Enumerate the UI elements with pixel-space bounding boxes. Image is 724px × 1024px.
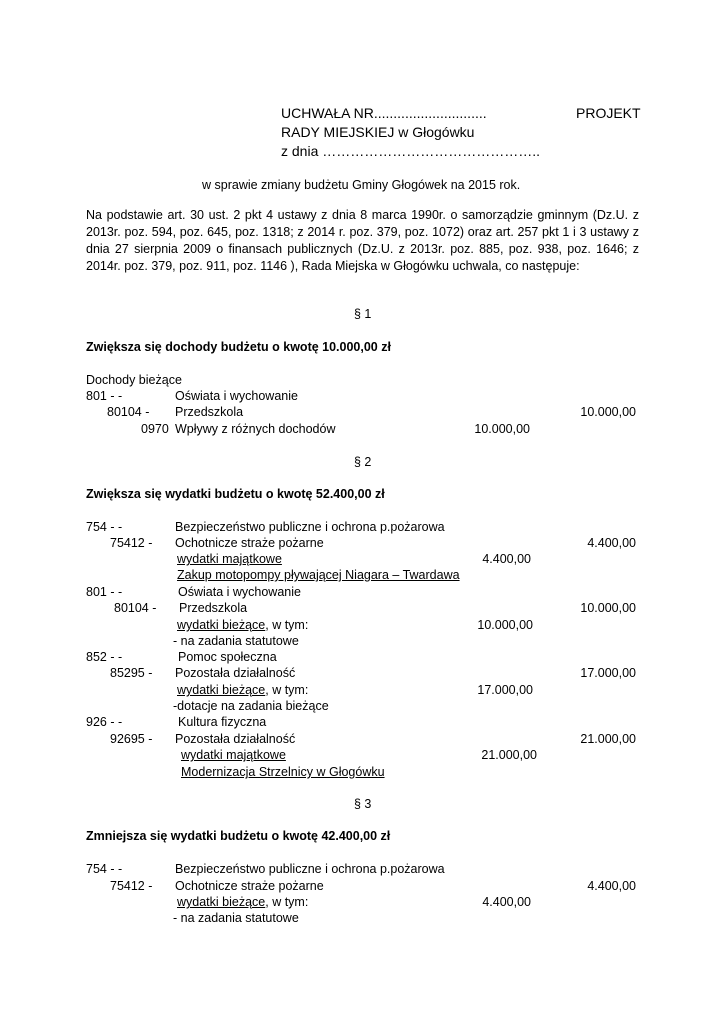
- s2-d-chapter-name: Pozostała działalność: [175, 732, 296, 746]
- section-3-heading: Zmniejsza się wydatki budżetu o kwotę 42.400,00 zł: [86, 829, 391, 843]
- s2-c-section-code: 852 - -: [86, 650, 123, 664]
- s2-b-expense-suffix: , w tym:: [265, 618, 309, 632]
- section-mark-2: § 2: [354, 455, 372, 469]
- s3-a-expense-suffix: , w tym:: [265, 895, 309, 909]
- s3-a-expense-amount: 4.400,00: [482, 895, 531, 909]
- legal-basis-paragraph: Na podstawie art. 30 ust. 2 pkt 4 ustawy z dnia 8 marca 1990r. o samorządzie gminnym (Dz.U. z 2013r. poz. 594, poz. 645, poz. 1318; z 2014 r. poz. 379, poz. 1072) oraz art. 257 pkt 1 i 3 ustawy z dnia 27 sierpnia 2009 o finansach publicznych (Dz.U. z 2013r. poz. 885, poz. 938, poz. 1646; z 2014r. poz. 379, poz. 911, poz. 1146 ), Rada Miejska w Głogówku uchwala, co następuje:: [86, 208, 639, 273]
- s2-d-task-name: Modernizacja Strzelnicy w Głogówku: [181, 765, 385, 779]
- s3-a-expense-type-row: [177, 894, 308, 910]
- s2-d-section-code: 926 - -: [86, 715, 123, 729]
- s2-c-expense-amount: 17.000,00: [477, 683, 533, 697]
- s2-d-expense-type: wydatki majątkowe: [181, 748, 286, 762]
- s2-a-chapter-name: Ochotnicze straże pożarne: [175, 536, 324, 550]
- s2-c-detail: -dotacje na zadania bieżące: [173, 699, 329, 713]
- council-name: RADY MIEJSKIEJ w Głogówku: [281, 124, 475, 140]
- s2-d-section-name: Kultura fizyczna: [178, 715, 267, 729]
- s2-c-section-name: Pomoc społeczna: [178, 650, 277, 664]
- resolution-subject: w sprawie zmiany budżetu Gminy Głogówek na 2015 rok.: [202, 178, 521, 192]
- s2-a-section-code: 754 - -: [86, 520, 123, 534]
- s1-paragraph-name: Wpływy z różnych dochodów: [175, 422, 336, 436]
- s1-chapter-name: Przedszkola: [175, 405, 244, 419]
- s2-c-chapter-amount: 17.000,00: [580, 666, 636, 680]
- s1-section-name: Oświata i wychowanie: [175, 389, 298, 403]
- s2-c-chapter-name: Pozostała działalność: [175, 666, 296, 680]
- s2-b-chapter-name: Przedszkola: [179, 601, 248, 615]
- s2-a-chapter-code: 75412 -: [110, 536, 153, 550]
- s1-paragraph-code: 0970: [141, 422, 169, 436]
- s2-b-chapter-code: 80104 -: [114, 601, 157, 615]
- resolution-date: z dnia ………………………………………..: [281, 143, 541, 159]
- s2-c-expense-type: wydatki bieżące: [177, 683, 266, 697]
- s3-a-section-code: 754 - -: [86, 862, 123, 876]
- s2-a-section-name: Bezpieczeństwo publiczne i ochrona p.pożarowa: [175, 520, 445, 534]
- s2-c-expense-type-row: [177, 682, 308, 698]
- s2-a-expense-type: wydatki majątkowe: [177, 552, 282, 566]
- s3-a-chapter-code: 75412 -: [110, 879, 153, 893]
- s2-b-expense-type: wydatki bieżące: [177, 618, 266, 632]
- s2-b-section-code: 801 - -: [86, 585, 123, 599]
- s2-c-expense-suffix: , w tym:: [265, 683, 309, 697]
- s2-a-task-name: Zakup motopompy pływającej Niagara – Twardawa: [177, 568, 460, 582]
- section-mark-3: § 3: [354, 797, 372, 811]
- section-1-heading: Zwiększa się dochody budżetu o kwotę 10.000,00 zł: [86, 340, 391, 354]
- section-mark-1: § 1: [354, 307, 372, 321]
- resolution-title: UCHWAŁA NR.............................: [281, 105, 487, 121]
- s3-a-chapter-amount: 4.400,00: [587, 879, 636, 893]
- s3-a-chapter-name: Ochotnicze straże pożarne: [175, 879, 324, 893]
- section-2-heading: Zwiększa się wydatki budżetu o kwotę 52.400,00 zł: [86, 487, 385, 501]
- s1-chapter-amount: 10.000,00: [580, 405, 636, 419]
- s2-d-chapter-amount: 21.000,00: [580, 732, 636, 746]
- s3-a-detail: - na zadania statutowe: [173, 911, 299, 925]
- s3-a-section-name: Bezpieczeństwo publiczne i ochrona p.pożarowa: [175, 862, 445, 876]
- s2-b-chapter-amount: 10.000,00: [580, 601, 636, 615]
- s3-a-expense-type: wydatki bieżące: [177, 895, 266, 909]
- s2-c-chapter-code: 85295 -: [110, 666, 153, 680]
- s2-a-expense-amount: 4.400,00: [482, 552, 531, 566]
- income-category: Dochody bieżące: [86, 373, 182, 387]
- s2-d-expense-amount: 21.000,00: [481, 748, 537, 762]
- s2-b-detail: - na zadania statutowe: [173, 634, 299, 648]
- draft-label: PROJEKT: [576, 105, 641, 121]
- s2-a-chapter-amount: 4.400,00: [587, 536, 636, 550]
- s2-b-section-name: Oświata i wychowanie: [178, 585, 301, 599]
- s2-b-expense-amount: 10.000,00: [477, 618, 533, 632]
- s1-chapter-code: 80104 -: [107, 405, 150, 419]
- s2-b-expense-type-row: [177, 617, 308, 633]
- s2-d-chapter-code: 92695 -: [110, 732, 153, 746]
- s1-section-code: 801 - -: [86, 389, 123, 403]
- s1-paragraph-amount: 10.000,00: [474, 422, 530, 436]
